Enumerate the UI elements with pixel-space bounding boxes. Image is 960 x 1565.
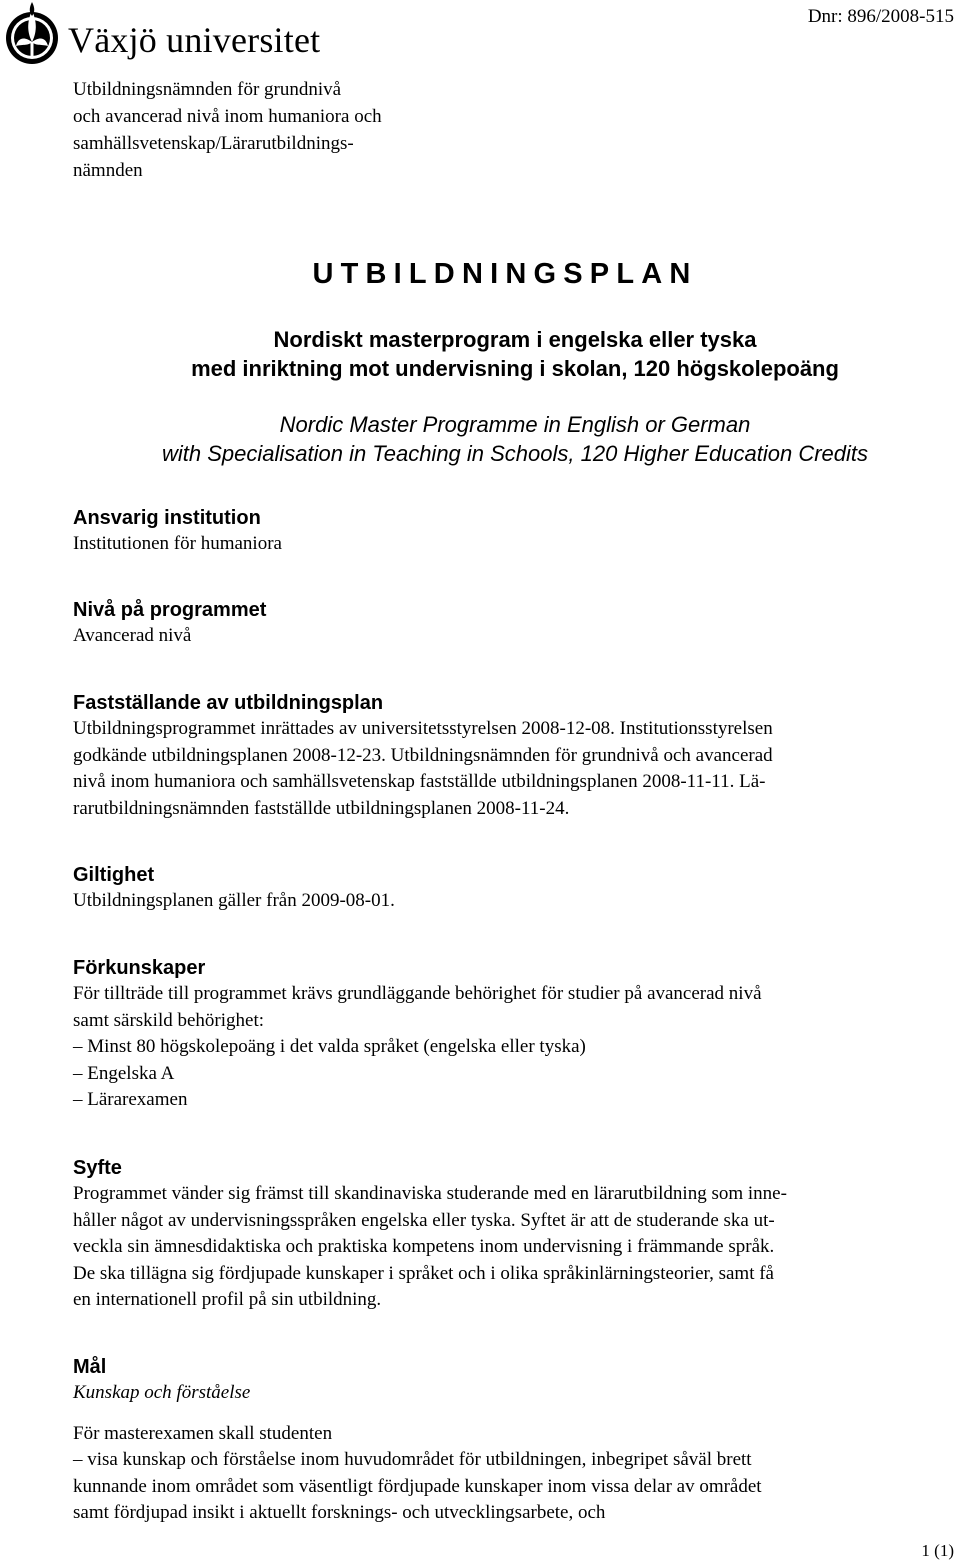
page-number: 1 (1) (921, 1541, 954, 1560)
section-purpose (73, 1155, 933, 1314)
section-level (73, 597, 933, 650)
section-text-line: Programmet vänder sig främst till skandinaviska studerande med en lärarutbildning som inne- (73, 1183, 787, 1204)
committee-line: och avancerad nivå inom humaniora och (73, 106, 382, 127)
section-heading: Giltighet (73, 864, 155, 886)
section-text-line: nivå inom humaniora och samhällsvetenskap fastställde utbildningsplanen 2008-11-11. Lä- (73, 771, 766, 793)
list-item: – Lärarexamen (73, 1089, 188, 1111)
section-text-line: Avancerad nivå (73, 625, 192, 646)
section-text-line: Utbildningsprogrammet inrättades av universitetsstyrelsen 2008-12-08. Institutionsstyrelsen (73, 718, 773, 739)
section-text-line: godkände utbildningsplanen 2008-12-23. Utbildningsnämnden för grundnivå och avancerad (73, 744, 773, 766)
registration-number: Dnr: 896/2008-515 (807, 6, 954, 27)
section-heading: Nivå på programmet (73, 599, 267, 621)
section-text-line: rarutbildningsnämnden fastställde utbildningsplanen 2008-11-24. (73, 797, 570, 819)
document-title: UTBILDNINGSPLAN (312, 258, 698, 290)
programme-title-swedish (0, 325, 960, 383)
section-text-line: kunnande inom området som väsentligt fördjupade kunskaper inom vissa delar av området (73, 1475, 762, 1497)
section-heading: Mål (73, 1356, 107, 1378)
programme-title-line: with Specialisation in Teaching in Schools, 120 Higher Education Credits (161, 441, 869, 466)
section-heading: Förkunskaper (73, 957, 206, 979)
section-text-line: De ska tillägna sig fördjupade kunskaper i språket och i olika språkinlärningsteorier, samt få (73, 1262, 774, 1284)
section-institution (73, 505, 933, 558)
section-text-line: Utbildningsplanen gäller från 2009-08-01. (73, 890, 395, 911)
list-item: – visa kunskap och förståelse inom huvudområdet för utbildningen, inbegripet såväl brett (73, 1449, 752, 1471)
section-text-line: veckla sin ämnesdidaktiska och praktiska kompetens inom undervisning i främmande språk. (73, 1236, 775, 1258)
section-text-line: samt fördjupad insikt i aktuellt forsknings- och utvecklingsarbete, och (73, 1502, 606, 1524)
section-validity (73, 862, 933, 915)
section-text-line: samt särskild behörighet: (73, 1009, 265, 1031)
section-text-line: håller något av undervisningsspråken engelska eller tyska. Syftet är att de studerande ska ut- (73, 1209, 775, 1231)
section-subheading: Kunskap och förståelse (73, 1382, 251, 1403)
committee-line: nämnden (73, 160, 143, 181)
section-adoption (73, 690, 933, 822)
section-goals (73, 1354, 933, 1527)
section-heading: Ansvarig institution (73, 507, 261, 529)
programme-title-line: Nordic Master Programme in English or German (279, 412, 751, 437)
programme-title-line: med inriktning mot undervisning i skolan, 120 högskolepoäng (191, 356, 839, 381)
section-heading: Fastställande av utbildningsplan (73, 692, 384, 714)
programme-title-english (0, 410, 960, 468)
programme-title-line: Nordiskt masterprogram i engelska eller tyska (273, 327, 757, 352)
section-text-line: För tillträde till programmet krävs grundläggande behörighet för studier på avancerad nivå (73, 983, 762, 1004)
section-text-line: För masterexamen skall studenten (73, 1422, 333, 1444)
section-heading: Syfte (73, 1157, 122, 1179)
list-item: – Engelska A (73, 1062, 175, 1084)
section-prerequisites (73, 955, 933, 1114)
section-text-line: en internationell profil på sin utbildning. (73, 1289, 382, 1311)
section-text-line: Institutionen för humaniora (73, 533, 282, 554)
university-seal-icon (4, 2, 62, 66)
committee-block (73, 76, 382, 184)
list-item: – Minst 80 högskolepoäng i det valda språket (engelska eller tyska) (73, 1036, 586, 1058)
committee-line: Utbildningsnämnden för grundnivå (73, 79, 342, 100)
committee-line: samhällsvetenskap/Lärarutbildnings- (73, 133, 354, 154)
university-logo (4, 2, 320, 66)
university-name: Växjö universitet (68, 20, 321, 60)
